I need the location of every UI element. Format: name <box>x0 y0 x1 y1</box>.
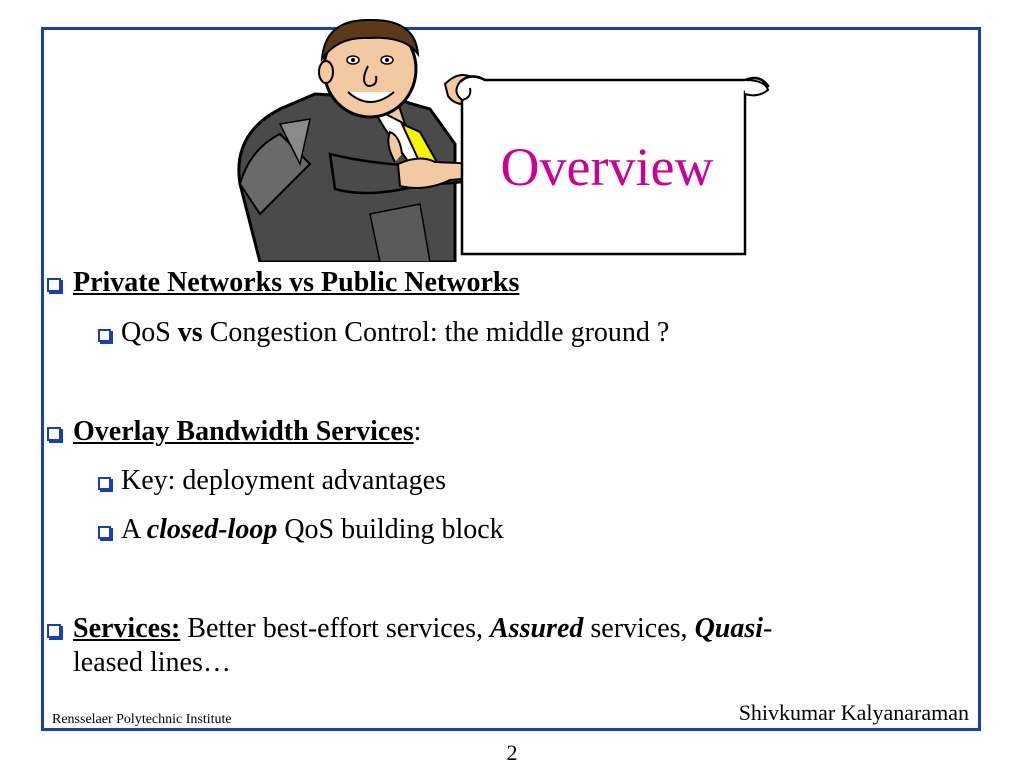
subbullet-text: A closed-loop QoS building block <box>121 514 504 545</box>
square-bullet-icon <box>98 477 111 490</box>
bullet-text: Services: Better best-effort services, Assured services, Quasi- leased lines… <box>73 613 773 678</box>
subbullet-closed-loop <box>98 513 504 547</box>
bullet-overlay-bandwidth <box>47 415 421 449</box>
bullet-services <box>47 612 967 680</box>
square-bullet-icon <box>98 526 111 539</box>
footer-institute: Rensselaer Polytechnic Institute <box>52 712 232 727</box>
subbullet-key-deployment <box>98 464 446 498</box>
subbullet-qos-vs-congestion <box>98 316 669 350</box>
bullet-private-networks <box>47 266 519 300</box>
bullet-heading: Private Networks vs Public Networks <box>73 267 520 298</box>
square-bullet-icon <box>47 427 61 441</box>
square-bullet-icon <box>98 329 111 342</box>
square-bullet-icon <box>47 278 61 292</box>
bullet-heading: Overlay Bandwidth Services: <box>73 416 422 447</box>
slide-title: Overview <box>500 137 714 197</box>
subbullet-text: Key: deployment advantages <box>121 465 447 496</box>
page-number: 2 <box>506 740 518 765</box>
subbullet-text: QoS vs Congestion Control: the middle ground ? <box>121 317 670 348</box>
square-bullet-icon <box>47 624 61 638</box>
footer-author: Shivkumar Kalyanaraman <box>738 700 969 725</box>
